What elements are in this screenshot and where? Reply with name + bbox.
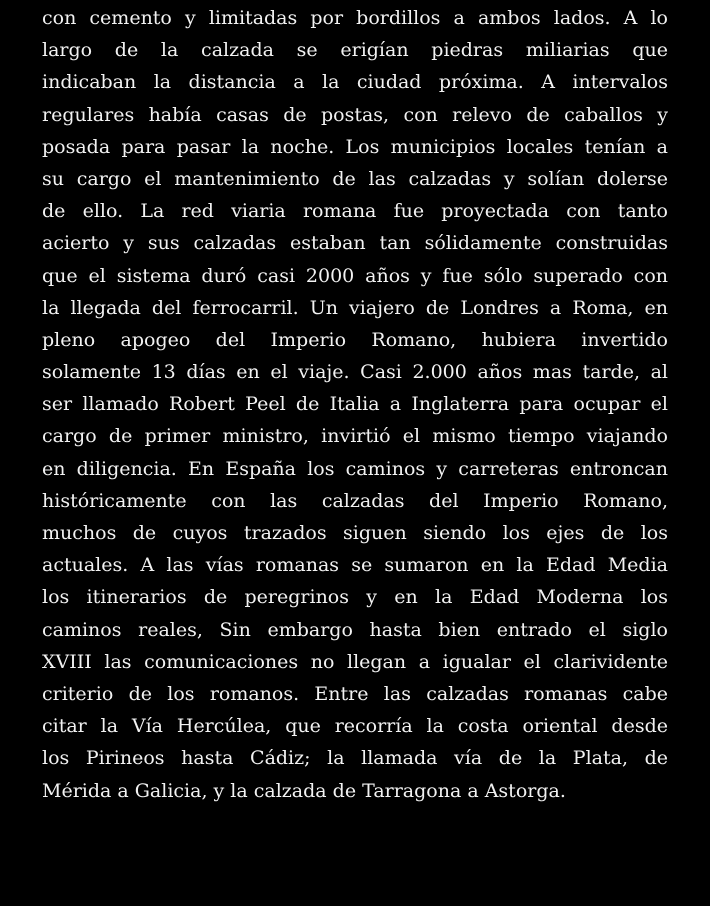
text-line: los Pirineos hasta Cádiz; la llamada vía de la Plata, de <box>42 747 668 770</box>
text-line: indicaban la distancia a la ciudad próxima. A intervalos <box>42 71 668 94</box>
text-line: cargo de primer ministro, invirtió el mismo tiempo viajando <box>42 425 668 448</box>
text-line: su cargo el mantenimiento de las calzadas y solían dolerse <box>42 167 668 190</box>
text-line: posada para pasar la noche. Los municipios locales tenían a <box>42 135 668 158</box>
text-line: actuales. A las vías romanas se sumaron en la Edad Media <box>42 554 668 577</box>
text-line: que el sistema duró casi 2000 años y fue sólo superado con <box>42 264 668 287</box>
document-body <box>42 2 668 807</box>
text-line: regulares había casas de postas, con relevo de caballos y <box>42 103 668 126</box>
text-line: los itinerarios de peregrinos y en la Edad Moderna los <box>42 586 668 609</box>
text-line: solamente 13 días en el viaje. Casi 2.000 años mas tarde, al <box>42 361 668 384</box>
text-line: criterio de los romanos. Entre las calzadas romanas cabe <box>42 682 668 705</box>
text-line: pleno apogeo del Imperio Romano, hubiera invertido <box>42 328 668 351</box>
text-line: la llegada del ferrocarril. Un viajero de Londres a Roma, en <box>42 296 668 319</box>
text-line: acierto y sus calzadas estaban tan sólidamente construidas <box>42 232 668 255</box>
text-line: en diligencia. En España los caminos y carreteras entroncan <box>42 457 668 480</box>
text-line: históricamente con las calzadas del Imperio Romano, <box>42 489 668 512</box>
text-line: con cemento y limitadas por bordillos a ambos lados. A lo <box>42 7 668 29</box>
text-line: ser llamado Robert Peel de Italia a Inglaterra para ocupar el <box>42 393 668 416</box>
text-line: largo de la calzada se erigían piedras miliarias que <box>42 39 668 62</box>
text-line: muchos de cuyos trazados siguen siendo los ejes de los <box>42 522 668 544</box>
text-line: caminos reales, Sin embargo hasta bien entrado el siglo <box>42 618 668 641</box>
text-line-last: Mérida a Galicia, y la calzada de Tarragona a Astorga. <box>42 779 566 802</box>
text-line: citar la Vía Hercúlea, que recorría la costa oriental desde <box>42 715 668 738</box>
text-line: de ello. La red viaria romana fue proyectada con tanto <box>42 200 668 223</box>
text-line: XVIII las comunicaciones no llegan a igualar el clarividente <box>42 650 668 673</box>
